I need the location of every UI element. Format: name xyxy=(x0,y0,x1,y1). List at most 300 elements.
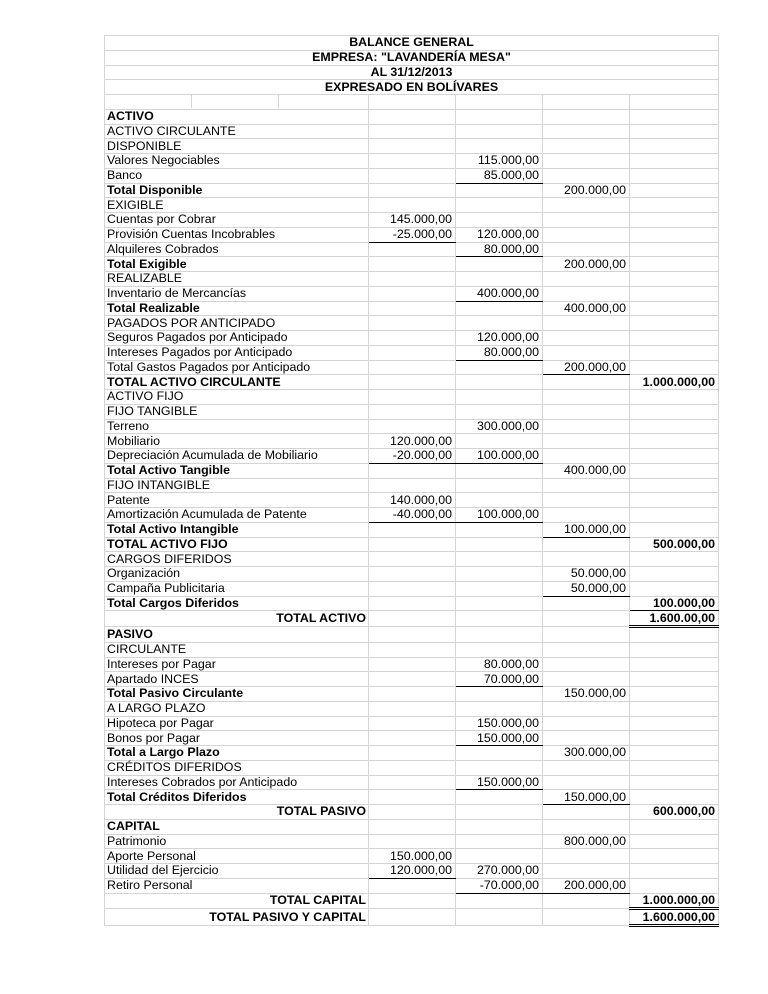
amount-col-4 xyxy=(630,198,719,213)
amount-col-4 xyxy=(630,301,719,316)
amount-col-2: 150.000,00 xyxy=(456,731,543,746)
amount-col-1 xyxy=(369,109,456,124)
amount-col-1 xyxy=(369,375,456,390)
amount-col-3 xyxy=(543,893,630,909)
amount-col-1 xyxy=(369,360,456,375)
amount-col-3 xyxy=(543,478,630,493)
account-label: Total Créditos Diferidos xyxy=(105,790,369,805)
amount-col-2: 80.000,00 xyxy=(456,657,543,672)
amount-col-3 xyxy=(543,227,630,242)
table-row xyxy=(105,627,719,643)
table-row xyxy=(105,864,719,879)
amount-col-4: 1.600.00,00 xyxy=(630,611,719,627)
amount-col-4 xyxy=(630,316,719,331)
amount-col-4 xyxy=(630,849,719,864)
amount-col-1 xyxy=(369,909,456,926)
table-row xyxy=(105,360,719,375)
table-row xyxy=(105,687,719,702)
amount-col-1: 120.000,00 xyxy=(369,434,456,449)
account-label: FIJO INTANGIBLE xyxy=(105,478,369,493)
amount-col-4 xyxy=(630,154,719,169)
amount-col-3 xyxy=(543,213,630,228)
amount-col-3: 200.000,00 xyxy=(543,257,630,272)
amount-col-3 xyxy=(543,805,630,820)
account-label: Cuentas por Cobrar xyxy=(105,213,369,228)
amount-col-2: -70.000,00 xyxy=(456,878,543,893)
table-row xyxy=(105,642,719,657)
amount-col-4 xyxy=(630,449,719,464)
amount-col-1 xyxy=(369,746,456,761)
table-row xyxy=(105,109,719,124)
amount-col-2 xyxy=(456,552,543,567)
amount-col-3 xyxy=(543,404,630,419)
amount-col-2 xyxy=(456,213,543,228)
amount-col-4 xyxy=(630,345,719,360)
amount-col-3: 200.000,00 xyxy=(543,183,630,198)
account-label: CAPITAL xyxy=(105,819,369,834)
amount-col-3 xyxy=(543,390,630,405)
amount-col-2 xyxy=(456,493,543,508)
amount-col-1 xyxy=(369,672,456,687)
amount-col-1 xyxy=(369,790,456,805)
amount-col-2 xyxy=(456,893,543,909)
account-label: PASIVO xyxy=(105,627,369,643)
table-row xyxy=(105,909,719,926)
account-label: Banco xyxy=(105,168,369,183)
amount-col-2 xyxy=(456,390,543,405)
amount-col-4 xyxy=(630,687,719,702)
amount-col-3 xyxy=(543,434,630,449)
amount-col-1 xyxy=(369,567,456,582)
amount-col-3 xyxy=(543,537,630,552)
account-label: Campaña Publicitaria xyxy=(105,581,369,596)
table-row xyxy=(105,746,719,761)
amount-col-2 xyxy=(456,537,543,552)
amount-col-4 xyxy=(630,168,719,183)
table-row xyxy=(105,878,719,893)
account-label: REALIZABLE xyxy=(105,272,369,287)
table-row xyxy=(105,657,719,672)
table-row xyxy=(105,611,719,627)
amount-col-1 xyxy=(369,316,456,331)
amount-col-2 xyxy=(456,109,543,124)
amount-col-2: 100.000,00 xyxy=(456,449,543,464)
table-row xyxy=(105,552,719,567)
amount-col-4 xyxy=(630,508,719,523)
balance-sheet-body xyxy=(105,36,719,926)
table-row xyxy=(105,893,719,909)
amount-col-4 xyxy=(630,522,719,537)
amount-col-1 xyxy=(369,478,456,493)
amount-col-3 xyxy=(543,701,630,716)
account-label: Retiro Personal xyxy=(105,878,369,893)
account-label: Seguros Pagados por Anticipado xyxy=(105,331,369,346)
account-label: TOTAL PASIVO Y CAPITAL xyxy=(105,909,369,926)
amount-col-4 xyxy=(630,701,719,716)
amount-col-2: 100.000,00 xyxy=(456,508,543,523)
amount-col-4: 1.000.000,00 xyxy=(630,375,719,390)
amount-col-3 xyxy=(543,552,630,567)
amount-col-4 xyxy=(630,760,719,775)
amount-col-3 xyxy=(543,139,630,154)
amount-col-4 xyxy=(630,567,719,582)
account-label: Total Exigible xyxy=(105,257,369,272)
amount-col-2 xyxy=(456,257,543,272)
table-row xyxy=(105,716,719,731)
table-row xyxy=(105,183,719,198)
account-label: Provisión Cuentas Incobrables xyxy=(105,227,369,242)
amount-col-2 xyxy=(456,478,543,493)
table-row xyxy=(105,834,719,849)
account-label: TOTAL CAPITAL xyxy=(105,893,369,909)
spacer-cell xyxy=(105,95,369,110)
table-row xyxy=(105,345,719,360)
amount-col-4 xyxy=(630,552,719,567)
account-label: Total Cargos Diferidos xyxy=(105,596,369,611)
account-label: Terreno xyxy=(105,419,369,434)
amount-col-3: 400.000,00 xyxy=(543,463,630,478)
amount-col-2: 400.000,00 xyxy=(456,286,543,301)
report-date: AL 31/12/2013 xyxy=(105,65,719,80)
amount-col-4 xyxy=(630,183,719,198)
amount-col-4: 1.600.000,00 xyxy=(630,909,719,926)
amount-col-1 xyxy=(369,642,456,657)
amount-col-1: 140.000,00 xyxy=(369,493,456,508)
amount-col-2 xyxy=(456,139,543,154)
table-row xyxy=(105,375,719,390)
amount-col-2 xyxy=(456,375,543,390)
amount-col-3: 50.000,00 xyxy=(543,567,630,582)
spacer-cell xyxy=(456,95,543,110)
table-row xyxy=(105,257,719,272)
amount-col-2 xyxy=(456,434,543,449)
amount-col-1 xyxy=(369,627,456,643)
amount-col-2 xyxy=(456,124,543,139)
amount-col-1: -20.000,00 xyxy=(369,449,456,464)
account-label: TOTAL ACTIVO xyxy=(105,611,369,627)
table-row xyxy=(105,537,719,552)
account-label: Intereses por Pagar xyxy=(105,657,369,672)
account-label: Depreciación Acumulada de Mobiliario xyxy=(105,449,369,464)
amount-col-4 xyxy=(630,731,719,746)
amount-col-4 xyxy=(630,139,719,154)
amount-col-4 xyxy=(630,716,719,731)
account-label: EXIGIBLE xyxy=(105,198,369,213)
amount-col-2 xyxy=(456,834,543,849)
amount-col-4 xyxy=(630,878,719,893)
amount-col-1 xyxy=(369,286,456,301)
amount-col-3 xyxy=(543,316,630,331)
amount-col-4 xyxy=(630,478,719,493)
amount-col-2: 300.000,00 xyxy=(456,419,543,434)
amount-col-2: 120.000,00 xyxy=(456,227,543,242)
amount-col-3 xyxy=(543,508,630,523)
amount-col-1 xyxy=(369,419,456,434)
table-row xyxy=(105,672,719,687)
amount-col-3 xyxy=(543,493,630,508)
amount-col-1 xyxy=(369,522,456,537)
amount-col-1 xyxy=(369,657,456,672)
amount-col-1 xyxy=(369,331,456,346)
amount-col-2: 80.000,00 xyxy=(456,345,543,360)
amount-col-2 xyxy=(456,301,543,316)
amount-col-2 xyxy=(456,404,543,419)
amount-col-3 xyxy=(543,331,630,346)
company-name: EMPRESA: "LAVANDERÍA MESA" xyxy=(105,50,719,65)
amount-col-2 xyxy=(456,790,543,805)
amount-col-1 xyxy=(369,552,456,567)
amount-col-2 xyxy=(456,627,543,643)
amount-col-1 xyxy=(369,537,456,552)
table-row xyxy=(105,760,719,775)
account-label: Utilidad del Ejercicio xyxy=(105,864,369,879)
amount-col-2 xyxy=(456,909,543,926)
amount-col-3 xyxy=(543,760,630,775)
amount-col-4 xyxy=(630,819,719,834)
amount-col-2 xyxy=(456,463,543,478)
amount-col-1 xyxy=(369,124,456,139)
amount-col-4: 1.000.000,00 xyxy=(630,893,719,909)
amount-col-1 xyxy=(369,463,456,478)
amount-col-3: 400.000,00 xyxy=(543,301,630,316)
table-row xyxy=(105,213,719,228)
account-label: Patente xyxy=(105,493,369,508)
amount-col-3: 50.000,00 xyxy=(543,581,630,596)
account-label: PAGADOS POR ANTICIPADO xyxy=(105,316,369,331)
amount-col-2 xyxy=(456,272,543,287)
amount-col-3 xyxy=(543,198,630,213)
amount-col-4 xyxy=(630,657,719,672)
amount-col-4 xyxy=(630,864,719,879)
amount-col-2 xyxy=(456,611,543,627)
amount-col-4 xyxy=(630,642,719,657)
amount-col-3: 100.000,00 xyxy=(543,522,630,537)
amount-col-2 xyxy=(456,849,543,864)
amount-col-1 xyxy=(369,345,456,360)
amount-col-2: 85.000,00 xyxy=(456,168,543,183)
report-currency: EXPRESADO EN BOLÍVARES xyxy=(105,80,719,95)
amount-col-2 xyxy=(456,360,543,375)
amount-col-1 xyxy=(369,198,456,213)
amount-col-1 xyxy=(369,716,456,731)
table-row xyxy=(105,242,719,257)
amount-col-1 xyxy=(369,183,456,198)
spacer-row xyxy=(105,95,719,110)
amount-col-1 xyxy=(369,805,456,820)
header-row-title xyxy=(105,36,719,51)
amount-col-3 xyxy=(543,716,630,731)
amount-col-3: 800.000,00 xyxy=(543,834,630,849)
table-row xyxy=(105,227,719,242)
balance-sheet-table xyxy=(104,35,719,927)
account-label: Hipoteca por Pagar xyxy=(105,716,369,731)
account-label: Total Gastos Pagados por Anticipado xyxy=(105,360,369,375)
amount-col-3 xyxy=(543,124,630,139)
amount-col-2: 115.000,00 xyxy=(456,154,543,169)
amount-col-2 xyxy=(456,522,543,537)
amount-col-4 xyxy=(630,627,719,643)
amount-col-1 xyxy=(369,596,456,611)
amount-col-2: 150.000,00 xyxy=(456,775,543,790)
table-row xyxy=(105,198,719,213)
amount-col-4 xyxy=(630,404,719,419)
account-label: Total Pasivo Circulante xyxy=(105,687,369,702)
amount-col-3: 200.000,00 xyxy=(543,878,630,893)
amount-col-3 xyxy=(543,849,630,864)
amount-col-2 xyxy=(456,819,543,834)
amount-col-4 xyxy=(630,434,719,449)
amount-col-1 xyxy=(369,301,456,316)
amount-col-1 xyxy=(369,168,456,183)
amount-col-2: 80.000,00 xyxy=(456,242,543,257)
amount-col-1: 120.000,00 xyxy=(369,864,456,879)
amount-col-4 xyxy=(630,463,719,478)
amount-col-2 xyxy=(456,760,543,775)
amount-col-3 xyxy=(543,864,630,879)
account-label: Apartado INCES xyxy=(105,672,369,687)
amount-col-4 xyxy=(630,227,719,242)
account-label: Total a Largo Plazo xyxy=(105,746,369,761)
account-label: ACTIVO CIRCULANTE xyxy=(105,124,369,139)
amount-col-2 xyxy=(456,746,543,761)
amount-col-2 xyxy=(456,701,543,716)
amount-col-1 xyxy=(369,139,456,154)
amount-col-1 xyxy=(369,819,456,834)
amount-col-2 xyxy=(456,183,543,198)
account-label: Valores Negociables xyxy=(105,154,369,169)
account-label: ACTIVO FIJO xyxy=(105,390,369,405)
amount-col-4 xyxy=(630,672,719,687)
account-label: CIRCULANTE xyxy=(105,642,369,657)
table-row xyxy=(105,493,719,508)
table-row xyxy=(105,522,719,537)
amount-col-4 xyxy=(630,834,719,849)
table-row xyxy=(105,272,719,287)
amount-col-1: -25.000,00 xyxy=(369,227,456,242)
amount-col-1 xyxy=(369,404,456,419)
header-row-company xyxy=(105,50,719,65)
table-row xyxy=(105,849,719,864)
table-row xyxy=(105,581,719,596)
amount-col-4 xyxy=(630,493,719,508)
amount-col-4 xyxy=(630,360,719,375)
account-label: Total Activo Intangible xyxy=(105,522,369,537)
table-row xyxy=(105,124,719,139)
amount-col-4 xyxy=(630,790,719,805)
account-label: Organización xyxy=(105,567,369,582)
amount-col-4 xyxy=(630,419,719,434)
amount-col-1: 145.000,00 xyxy=(369,213,456,228)
amount-col-1: 150.000,00 xyxy=(369,849,456,864)
account-label: FIJO TANGIBLE xyxy=(105,404,369,419)
amount-col-3 xyxy=(543,657,630,672)
table-row xyxy=(105,316,719,331)
table-row xyxy=(105,596,719,611)
table-row xyxy=(105,508,719,523)
amount-col-3 xyxy=(543,345,630,360)
amount-col-4 xyxy=(630,331,719,346)
account-label: Intereses Cobrados por Anticipado xyxy=(105,775,369,790)
amount-col-1: -40.000,00 xyxy=(369,508,456,523)
amount-col-4 xyxy=(630,775,719,790)
table-row xyxy=(105,478,719,493)
amount-col-3 xyxy=(543,286,630,301)
table-row xyxy=(105,404,719,419)
amount-col-2 xyxy=(456,198,543,213)
amount-col-1 xyxy=(369,611,456,627)
amount-col-3 xyxy=(543,775,630,790)
amount-col-4: 100.000,00 xyxy=(630,596,719,611)
table-row xyxy=(105,301,719,316)
amount-col-1 xyxy=(369,731,456,746)
amount-col-3 xyxy=(543,375,630,390)
spacer-cell xyxy=(630,95,719,110)
amount-col-1 xyxy=(369,390,456,405)
table-row xyxy=(105,434,719,449)
account-label: TOTAL ACTIVO FIJO xyxy=(105,537,369,552)
table-row xyxy=(105,286,719,301)
account-label: Bonos por Pagar xyxy=(105,731,369,746)
amount-col-2: 120.000,00 xyxy=(456,331,543,346)
amount-col-3 xyxy=(543,731,630,746)
table-row xyxy=(105,701,719,716)
amount-col-1 xyxy=(369,257,456,272)
table-row xyxy=(105,731,719,746)
amount-col-2 xyxy=(456,805,543,820)
account-label: Intereses Pagados por Anticipado xyxy=(105,345,369,360)
account-label: Alquileres Cobrados xyxy=(105,242,369,257)
table-row xyxy=(105,463,719,478)
amount-col-2: 150.000,00 xyxy=(456,716,543,731)
account-label: CARGOS DIFERIDOS xyxy=(105,552,369,567)
amount-col-3: 200.000,00 xyxy=(543,360,630,375)
account-label: ACTIVO xyxy=(105,109,369,124)
amount-col-1 xyxy=(369,893,456,909)
table-row xyxy=(105,819,719,834)
amount-col-4 xyxy=(630,257,719,272)
amount-col-1 xyxy=(369,878,456,893)
account-label: Patrimonio xyxy=(105,834,369,849)
amount-col-1 xyxy=(369,687,456,702)
account-label: TOTAL PASIVO xyxy=(105,805,369,820)
amount-col-3 xyxy=(543,449,630,464)
amount-col-3 xyxy=(543,596,630,611)
amount-col-2 xyxy=(456,581,543,596)
table-row xyxy=(105,168,719,183)
amount-col-3 xyxy=(543,242,630,257)
table-row xyxy=(105,390,719,405)
account-label: A LARGO PLAZO xyxy=(105,701,369,716)
amount-col-2 xyxy=(456,316,543,331)
amount-col-2: 70.000,00 xyxy=(456,672,543,687)
amount-col-3 xyxy=(543,272,630,287)
spacer-cell xyxy=(369,95,456,110)
amount-col-3 xyxy=(543,819,630,834)
amount-col-3 xyxy=(543,909,630,926)
amount-col-1 xyxy=(369,242,456,257)
amount-col-1 xyxy=(369,775,456,790)
account-label: Mobiliario xyxy=(105,434,369,449)
amount-col-4: 600.000,00 xyxy=(630,805,719,820)
amount-col-3 xyxy=(543,109,630,124)
table-row xyxy=(105,331,719,346)
sheet-title: BALANCE GENERAL xyxy=(105,36,719,51)
table-row xyxy=(105,567,719,582)
amount-col-3 xyxy=(543,168,630,183)
amount-col-3 xyxy=(543,642,630,657)
amount-col-4: 500.000,00 xyxy=(630,537,719,552)
account-label: Aporte Personal xyxy=(105,849,369,864)
